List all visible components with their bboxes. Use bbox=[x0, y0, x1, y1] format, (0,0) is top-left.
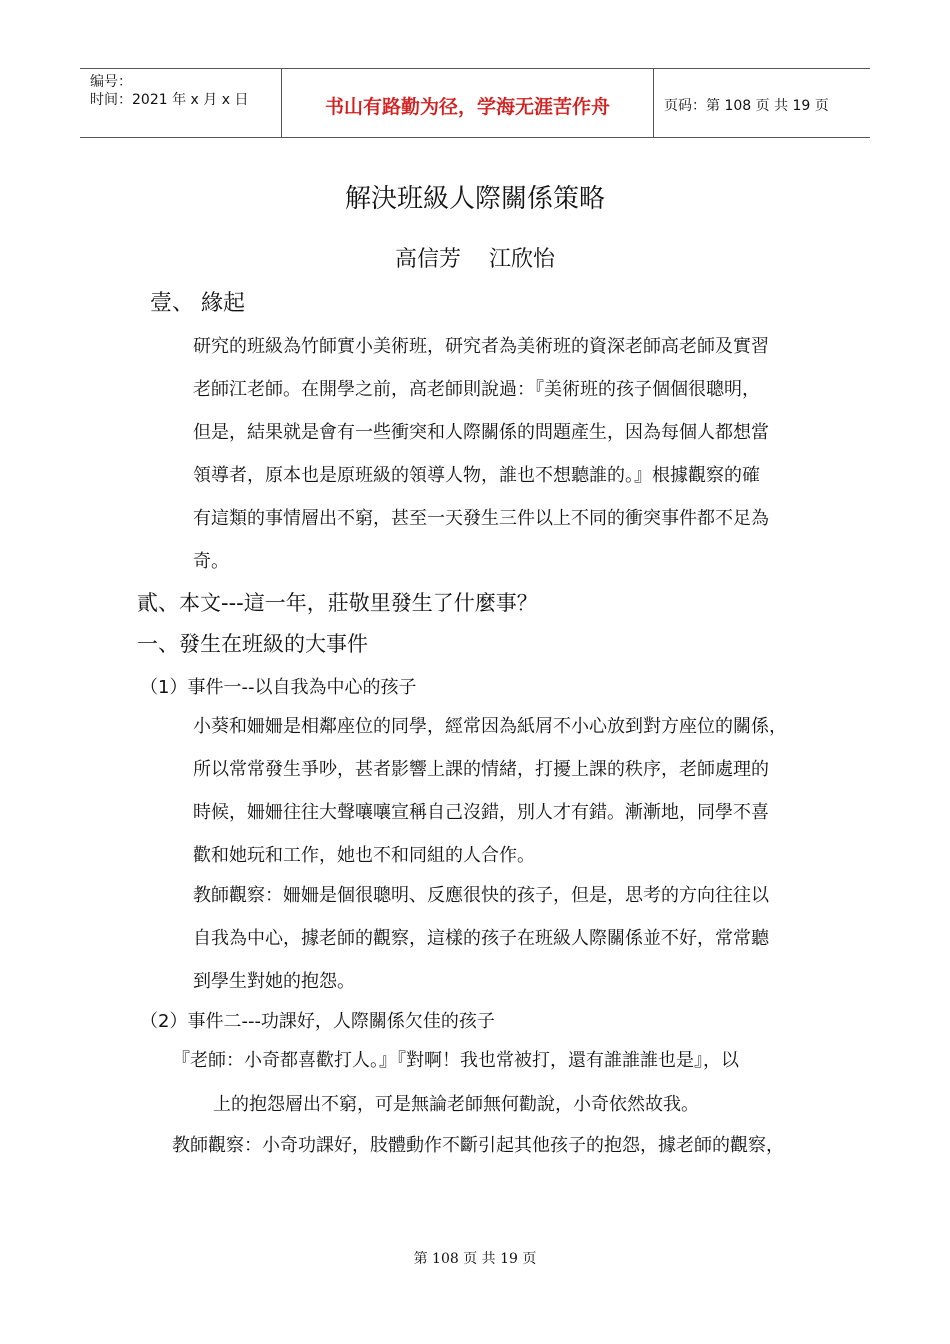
paragraph-line: 研究的班級為竹師實小美術班，研究者為美術班的資深老師高老師及實習 bbox=[193, 336, 769, 357]
header-table bbox=[80, 68, 870, 138]
paragraph-line: 自我為中心，據老師的觀察，這樣的孩子在班級人際關係並不好，常常聽 bbox=[193, 928, 769, 949]
page-label: 页码：第 108 页 共 19 页 bbox=[664, 98, 829, 114]
page-footer: 第 108 页 共 19 页 bbox=[413, 1251, 537, 1267]
paragraph-line: 教師觀察：姍姍是個很聰明、反應很快的孩子，但是，思考的方向往往以 bbox=[193, 885, 769, 906]
time-label: 时间：2021 年 x 月 x 日 bbox=[90, 92, 249, 108]
paragraph-line: 所以常常發生爭吵，甚者影響上課的情緒，打擾上課的秩序，老師處理的 bbox=[193, 759, 769, 780]
document-title: 解決班級人際關係策略 bbox=[344, 184, 605, 214]
subsection-heading: 一、發生在班級的大事件 bbox=[137, 632, 368, 656]
paragraph-line: 但是，結果就是會有一些衝突和人際關係的問題產生，因為每個人都想當 bbox=[193, 422, 769, 443]
motto-text: 书山有路勤为径，学海无涯苦作舟 bbox=[324, 95, 610, 118]
paragraph-line: 歡和她玩和工作，她也不和同組的人合作。 bbox=[193, 845, 535, 866]
motto-cell bbox=[282, 69, 654, 137]
paragraph-line: 教師觀察：小奇功課好，肢體動作不斷引起其他孩子的抱怨，據老師的觀察， bbox=[172, 1135, 784, 1156]
paragraph-line: 老師江老師。在開學之前，高老師則說過：『美術班的孩子個個很聰明， bbox=[193, 379, 760, 400]
number-label: 编号： bbox=[90, 74, 132, 90]
paragraph-line: 『老師：小奇都喜歡打人。』『對啊！我也常被打，還有誰誰誰也是』，以 bbox=[172, 1050, 739, 1071]
paragraph-line: 奇。 bbox=[193, 551, 229, 572]
event-heading-1: （1）事件一--以自我為中心的孩子 bbox=[140, 677, 417, 698]
paragraph-line: 時候，姍姍往往大聲嚷嚷宣稱自己沒錯，別人才有錯。漸漸地，同學不喜 bbox=[193, 802, 769, 823]
section-heading-origin: 壹、 緣起 bbox=[150, 291, 245, 316]
page-number-cell bbox=[654, 69, 870, 137]
author-1: 高信芳 bbox=[394, 247, 461, 272]
paragraph-line: 到學生對她的抱怨。 bbox=[193, 971, 355, 992]
header-meta-cell bbox=[80, 69, 282, 137]
paragraph-line: 上的抱怨層出不窮，可是無論老師無何勸說，小奇依然故我。 bbox=[213, 1094, 699, 1115]
authors bbox=[0, 242, 950, 273]
paragraph-line: 小葵和姍姍是相鄰座位的同學，經常因為紙屑不小心放到對方座位的關係， bbox=[193, 716, 787, 737]
section-heading-body: 貳、本文---這一年，莊敬里發生了什麼事？ bbox=[137, 591, 538, 615]
paragraph-line: 領導者，原本也是原班級的領導人物，誰也不想聽誰的。』根據觀察的確 bbox=[193, 465, 760, 486]
paragraph-line: 有這類的事情層出不窮，甚至一天發生三件以上不同的衝突事件都不足為 bbox=[193, 508, 769, 529]
author-2: 江欣怡 bbox=[489, 247, 556, 272]
event-heading-2: （2）事件二---功課好，人際關係欠佳的孩子 bbox=[140, 1011, 495, 1032]
